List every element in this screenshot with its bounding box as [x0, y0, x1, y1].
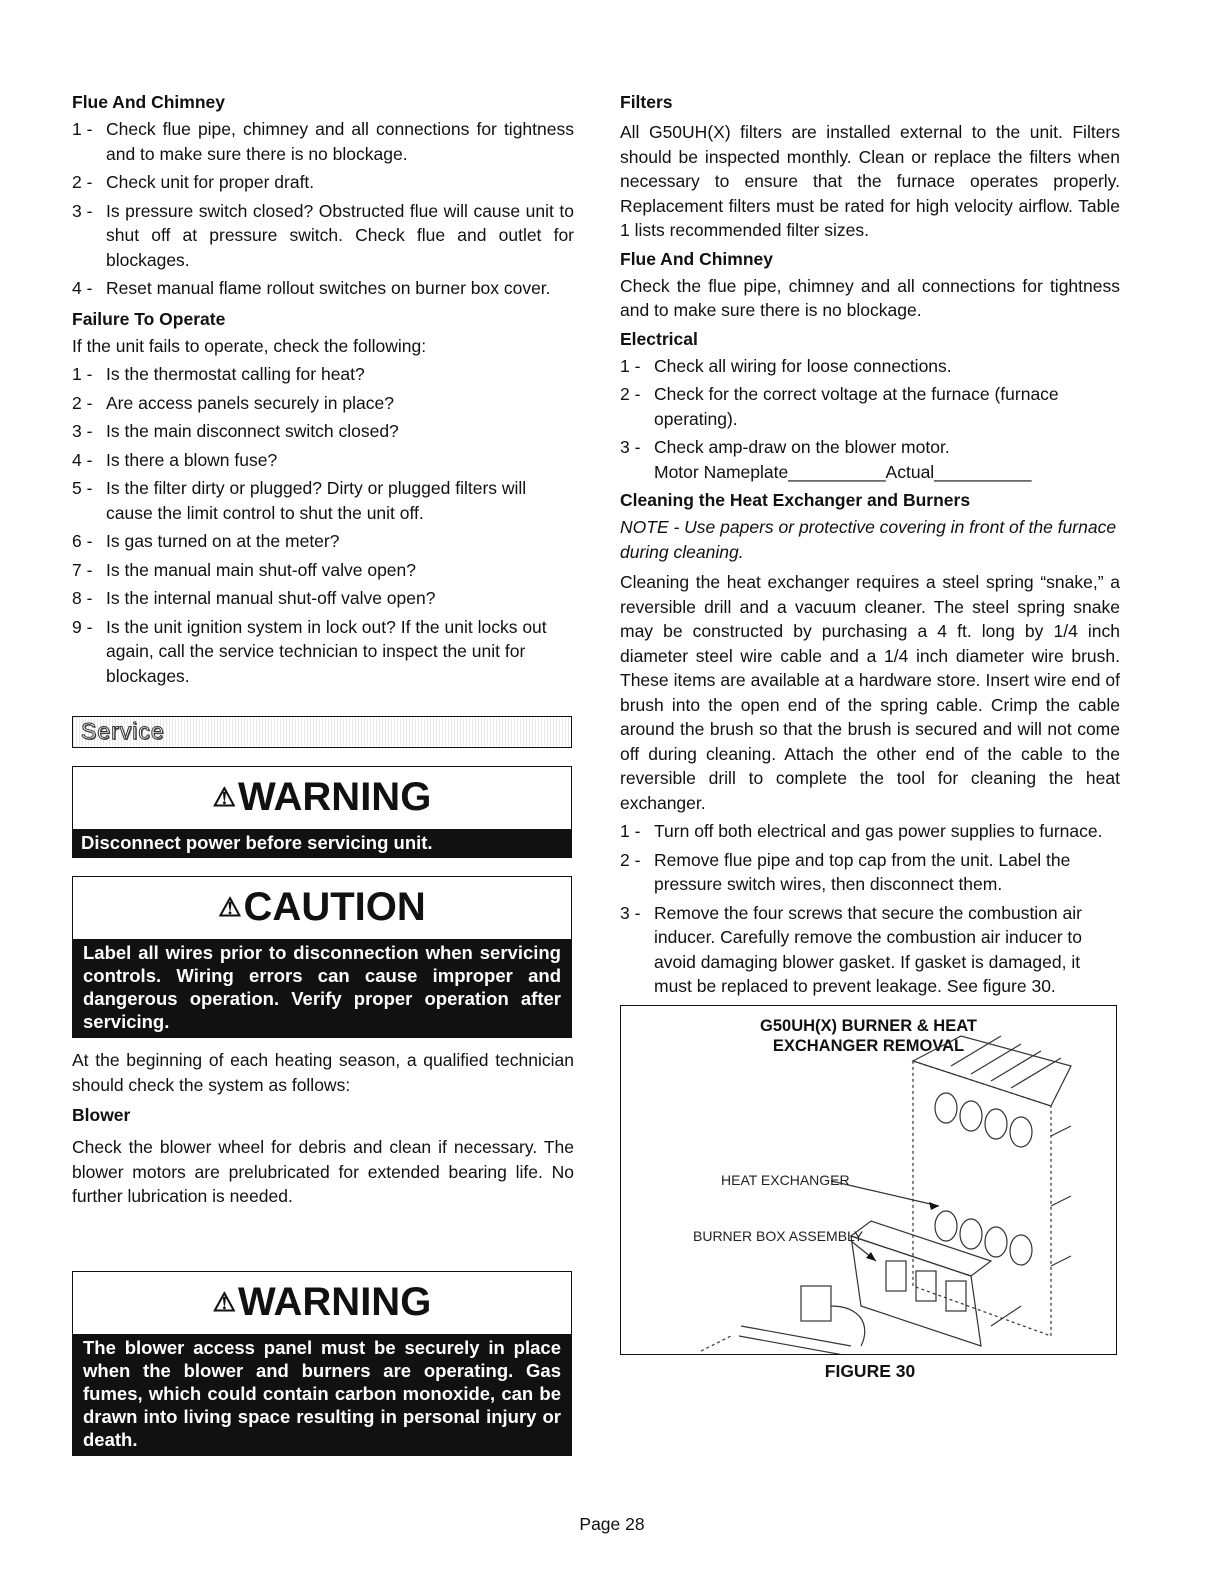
list-item: 2 - Are access panels securely in place? [72, 392, 394, 413]
list-item: 4 - Is there a blown fuse? [72, 449, 278, 470]
motor-nameplate-line: Motor Nameplate__________Actual__________ [654, 461, 1032, 482]
warning-triangle-icon: ⚠ [212, 782, 236, 812]
blower-text: Check the blower wheel for debris and clean if necessary. The blower motors are prelubricated for extended bearing life. No further lubrication is needed. [72, 1137, 574, 1206]
cleaning-note: NOTE - Use papers or protective covering in front of the furnace during cleaning. [620, 517, 1117, 562]
section-title: Service [81, 718, 165, 744]
right-column [620, 88, 1120, 1383]
warning-box-disconnect [72, 766, 572, 858]
heat-exchanger-label: HEAT EXCHANGER [721, 1171, 850, 1188]
warning-box-blower [72, 1271, 572, 1456]
caution-triangle-icon: ⚠ [218, 892, 242, 922]
failure-list [72, 362, 574, 688]
list-item: 8 - Is the internal manual shut-off valve open? [72, 588, 436, 608]
list-item: 1 - Check all wiring for loose connections. [620, 355, 952, 376]
page-number: Page 28 [579, 1514, 645, 1534]
warning-title: WARNING [237, 775, 432, 819]
list-item: 1 - Is the thermostat calling for heat? [72, 364, 365, 384]
electrical-list [620, 354, 1120, 460]
service-intro: At the beginning of each heating season, a qualified technician should check the system as follows: [72, 1050, 574, 1095]
list-item: 9 - Is the unit ignition system in lock out? If the unit locks out again, call the service technician to inspect the unit for blockages. [72, 616, 547, 686]
list-item: 2 - Check unit for proper draft. [72, 172, 315, 192]
flue-heading: Flue And Chimney [72, 92, 225, 112]
left-column [72, 88, 574, 1466]
filters-text: All G50UH(X) filters are installed external to the unit. Filters should be inspected monthly. Clean or replace the filters when necessary to ensure that the furnace operates properly. Replacement filters must be rated for high velocity airflow. Table 1 lists recommended filter sizes. [620, 122, 1120, 240]
list-item: 4 - Reset manual flame rollout switches on burner box cover. [72, 278, 551, 298]
caution-box [72, 876, 572, 1038]
list-item: 1 - Check flue pipe, chimney and all connections for tightness and to make sure there is no blockage. [72, 119, 574, 164]
figure-caption: FIGURE 30 [824, 1360, 916, 1381]
list-item: 2 - Check for the correct voltage at the furnace (furnace operating). [620, 384, 1059, 429]
list-item: 5 - Is the filter dirty or plugged? Dirty or plugged filters will cause the limit control to shut the unit off. [72, 478, 527, 523]
warning-text: The blower access panel must be securely in place when the blower and burners are operating. Gas fumes, which could contain carbon monoxide, can be drawn into living space resulting in personal injury or death. [73, 1334, 571, 1455]
warning-text: Disconnect power before servicing unit. [73, 829, 571, 857]
burner-box-label: BURNER BOX ASSEMBLY [693, 1227, 864, 1244]
filters-heading: Filters [620, 92, 673, 112]
list-item: 3 - Is the main disconnect switch closed? [72, 421, 399, 441]
list-item: 3 - Remove the four screws that secure the combustion air inducer. Carefully remove the combustion air inducer to avoid damaging blower gasket. If gasket is damaged, it must be replaced to prevent leakage. See figure 30. [620, 902, 1082, 996]
list-item: 7 - Is the manual main shut-off valve open? [72, 559, 417, 580]
failure-intro: If the unit fails to operate, check the following: [72, 335, 427, 356]
warning-title: WARNING [237, 1279, 432, 1324]
burner-heat-exchanger-diagram [621, 1006, 1116, 1354]
figure-title: G50UH(X) BURNER & HEAT EXCHANGER REMOVAL [760, 1016, 977, 1055]
warning-triangle-icon: ⚠ [212, 1286, 236, 1317]
service-section-header [72, 716, 572, 748]
cleaning-list [620, 819, 1120, 999]
electrical-heading: Electrical [620, 328, 698, 349]
list-item: 1 - Turn off both electrical and gas power supplies to furnace. [620, 821, 1103, 841]
list-item: 3 - Check amp-draw on the blower motor. [620, 437, 950, 457]
caution-title: CAUTION [243, 885, 426, 929]
cleaning-text: Cleaning the heat exchanger requires a steel spring “snake,” a reversible drill and a vacuum cleaner. The steel spring snake may be constructed by purchasing a 4 ft. long by 1/4 inch diameter steel wire cable and a 1/4 inch diameter wire brush. These items are available at a hardware store. Insert wire end of brush into the open end of the spring cable. Crimp the cable around the brush so that the brush is secured and will not come off during cleaning. Attach the other end of the cable to the reversible drill to complete the tool for cleaning the heat exchanger. [620, 572, 1120, 813]
flue-heading: Flue And Chimney [620, 248, 773, 269]
cleaning-heading: Cleaning the Heat Exchanger and Burners [620, 490, 971, 510]
flue-text: Check the flue pipe, chimney and all connections for tightness and to make sure there is no blockage. [620, 275, 1120, 320]
blower-heading: Blower [72, 1105, 131, 1125]
figure-30-box [620, 1005, 1117, 1355]
list-item: 6 - Is gas turned on at the meter? [72, 531, 340, 551]
caution-text: Label all wires prior to disconnection when servicing controls. Wiring errors can cause improper and dangerous operation. Verify proper operation after servicing. [73, 939, 571, 1037]
failure-heading: Failure To Operate [72, 308, 226, 329]
list-item: 3 - Is pressure switch closed? Obstructed flue will cause unit to shut off at pressure switch. Check flue and outlet for blockages. [72, 200, 574, 270]
list-item: 2 - Remove flue pipe and top cap from the unit. Label the pressure switch wires, then disconnect them. [620, 849, 1071, 894]
flue-list [72, 117, 574, 301]
